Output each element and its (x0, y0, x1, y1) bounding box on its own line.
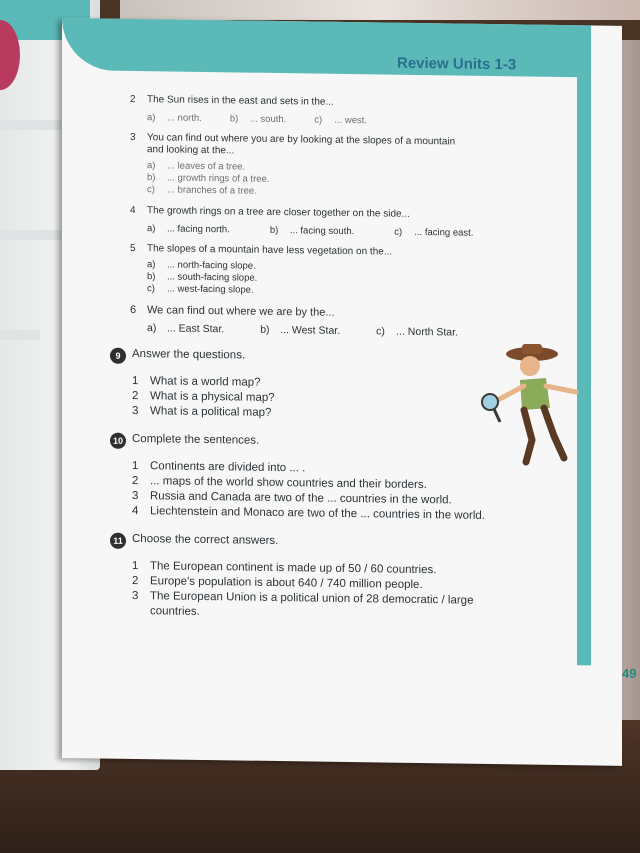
section-11-items (132, 559, 492, 624)
question-3 (132, 132, 562, 202)
option: c) ... North Star. (376, 325, 458, 339)
section-title: Complete the sentences. (132, 432, 260, 447)
option: c) ... west-facing slope. (147, 283, 254, 296)
section-10-items (132, 459, 507, 524)
list-item: 2 What is a physical map? (132, 389, 275, 404)
question-6 (132, 304, 562, 340)
page-number: 49 (622, 665, 637, 682)
list-item: 3 Russia and Canada are two of the ... countries in the world. (132, 489, 452, 507)
option: b) ... West Star. (260, 323, 341, 337)
exercise-badge: 10 (110, 433, 126, 449)
page-title: Review Units 1-3 (397, 54, 517, 74)
list-item: 4 Liechtenstein and Monaco are two of the ... countries in the world. (132, 504, 485, 522)
question-5 (132, 243, 562, 301)
question-2 (132, 94, 562, 129)
exercise-badge: 11 (110, 533, 126, 549)
hat-crown (522, 344, 542, 354)
list-item: 1 The European continent is made up of 50 / 60 countries. (132, 559, 437, 577)
question-stem: You can find out where you are by looking at the slopes of a mountain and looking at the... (147, 132, 456, 157)
background-strip (120, 0, 640, 20)
option: b) ... south. (229, 113, 287, 126)
option: b) ... south-facing slope. (147, 271, 258, 284)
section-title: Answer the questions. (132, 347, 246, 362)
arm (546, 386, 576, 392)
question-stem: The Sun rises in the east and sets in the... (147, 94, 334, 108)
head (520, 356, 540, 376)
option: b) ... facing south. (269, 224, 355, 238)
question-4 (132, 205, 562, 240)
magnifier-handle (494, 409, 500, 422)
magnifying-glass-icon (482, 394, 498, 410)
question-number: 5 (130, 242, 136, 255)
option: c) ... branches of a tree. (147, 184, 257, 197)
leg (544, 408, 564, 458)
question-stem: The growth rings on a tree are closer together on the side... (147, 205, 410, 220)
list-item: 3 What is a political map? (132, 404, 272, 419)
option: a) ... north-facing slope. (147, 259, 256, 272)
list-item: 2 Europe's population is about 640 / 740 million people. (132, 574, 423, 592)
option: c) ... facing east. (394, 226, 474, 239)
list-item: 1 What is a world map? (132, 374, 261, 389)
option: b) ... growth rings of a tree. (147, 172, 270, 185)
section-title: Choose the correct answers. (132, 532, 279, 548)
option: a) ... facing north. (147, 223, 230, 236)
question-number: 2 (130, 93, 136, 106)
option: a) ... north. (147, 112, 202, 124)
exercise-badge: 9 (110, 348, 126, 364)
question-stem: We can find out where we are by the... (147, 304, 335, 319)
option: a) ... East Star. (147, 322, 225, 336)
explorer-illustration (480, 340, 590, 470)
question-number: 4 (130, 204, 136, 217)
question-number: 3 (130, 131, 136, 144)
list-item: 1 Continents are divided into ... . (132, 459, 306, 475)
option: c) ... west. (314, 114, 368, 127)
section-11-heading (113, 532, 562, 555)
list-item: 3 The European Union is a political union of 28 democratic / large countries. (132, 589, 474, 618)
option: a) ... leaves of a tree. (147, 160, 246, 173)
list-item: 2 ... maps of the world show countries and their borders. (132, 474, 427, 492)
leg (524, 410, 532, 462)
question-number: 6 (130, 303, 137, 317)
question-stem: The slopes of a mountain have less vegetation on the... (147, 243, 393, 258)
